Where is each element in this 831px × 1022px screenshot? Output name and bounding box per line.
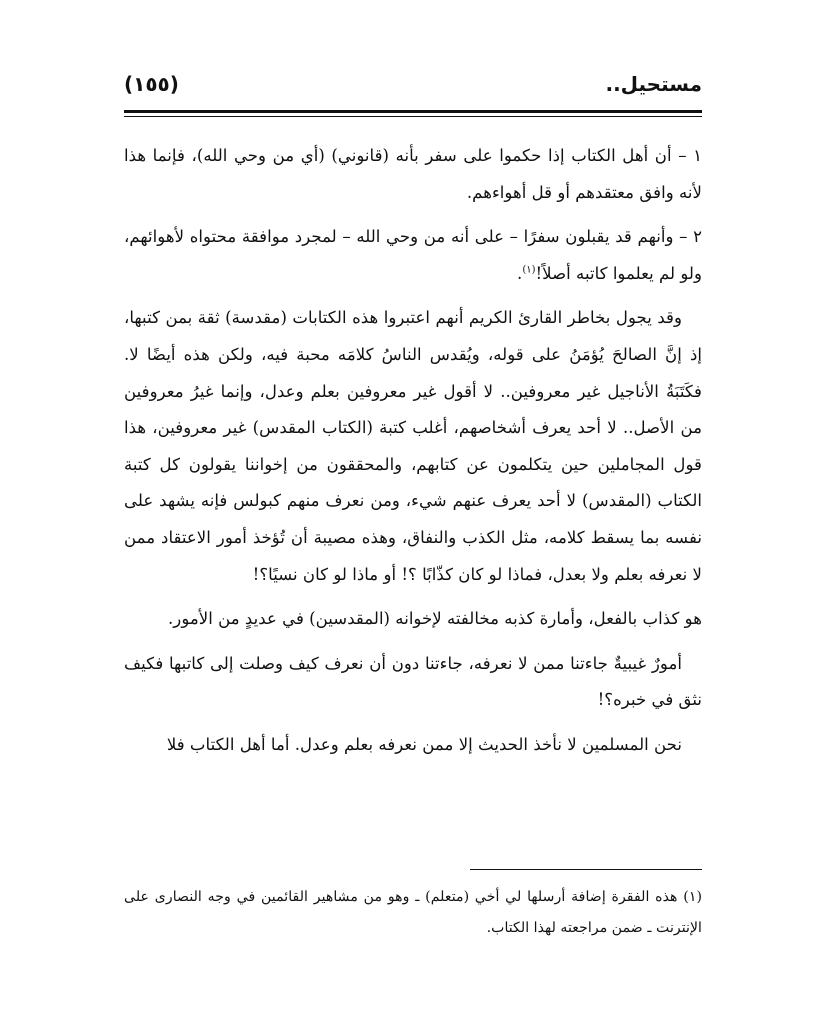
body-text [124, 138, 702, 772]
paragraph-1: ١ – أن أهل الكتاب إذا حكموا على سفر بأنه (قانوني) (أي من وحي الله)، فإنما هذا لأنه وافق معتقدهم أو قل أهواءهم. [124, 146, 702, 202]
paragraph-3: وقد يجول بخاطر القارئ الكريم أنهم اعتبروا هذه الكتابات (مقدسة) ثقة بمن كتبها، إذ إنَّ الصالحَ يُؤمَنُ على قوله، ويُقدس الناسُ كلامَه محبة فيه، ولكن هذه أيضًا لا. فكَتَبَةُ الأناجيل غير معروفين.. لا أقول غير معروفين بعلم وعدل، وإنما غيرُ معروفين من الأصل.. لا أحد يعرف أشخاصهم، أغلب كتبة (الكتاب المقدس) غير معروفين، هذا قول المجاملين حين يتكلمون عن كتابهم، والمحققون من إخواننا يقولون كل كتبة الكتاب (المقدس) لا أحد يعرف عنهم شيء، ومن نعرف منهم كبولس فإنه يشهد على نفسه بما يسقط كلامه، مثل الكذب والنفاق، وهذه مصيبة أن تُؤخذ أمور الاعتقاد ممن لا نعرفه بعلم ولا بعدل، فماذا لو كان كذّابًا ؟! أو ماذا لو كان نسيًا؟! [124, 308, 702, 584]
header-rule-thick [124, 110, 702, 113]
footnote-reference: (١) [522, 264, 536, 276]
page-number: (١٥٥) [124, 72, 179, 96]
paragraph-6: نحن المسلمين لا نأخذ الحديث إلا ممن نعرفه بعلم وعدل. أما أهل الكتاب فلا [166, 734, 682, 754]
footnote [124, 882, 702, 944]
paragraph-2: ٢ – وأنهم قد يقبلون سفرًا – على أنه من وحي الله – لمجرد موافقة محتواه لأهوائهم، ولو لم يعلموا كاتبه أصلاً!$^{(١)}$. [124, 227, 702, 283]
footnote-divider [470, 869, 702, 870]
running-title: مستحيل.. [605, 72, 702, 96]
paragraph-4: هو كذاب بالفعل، وأمارة كذبه مخالفته لإخوانه (المقدسين) في عديدٍ من الأمور. [168, 609, 702, 629]
paragraph-2-text: ٢ – وأنهم قد يقبلون سفرًا – على أنه من وحي الله – لمجرد موافقة محتواه لأهوائهم، ولو لم يعلموا كاتبه أصلاً! [124, 227, 702, 283]
page-header [124, 66, 702, 102]
header-rule-thin [124, 116, 702, 117]
paragraph-5: أمورٌ غيبيةٌ جاءتنا ممن لا نعرفه، جاءتنا دون أن نعرف كيف وصلت إلى كاتبها فكيف نثق في خبره؟! [124, 653, 702, 710]
footnote-text: (١) هذه الفقرة إضافة أرسلها لي أخي (متعلم) ـ وهو من مشاهير القائمين في وجه النصارى على الإنترنت ـ ضمن مراجعته لهذا الكتاب. [124, 889, 702, 936]
